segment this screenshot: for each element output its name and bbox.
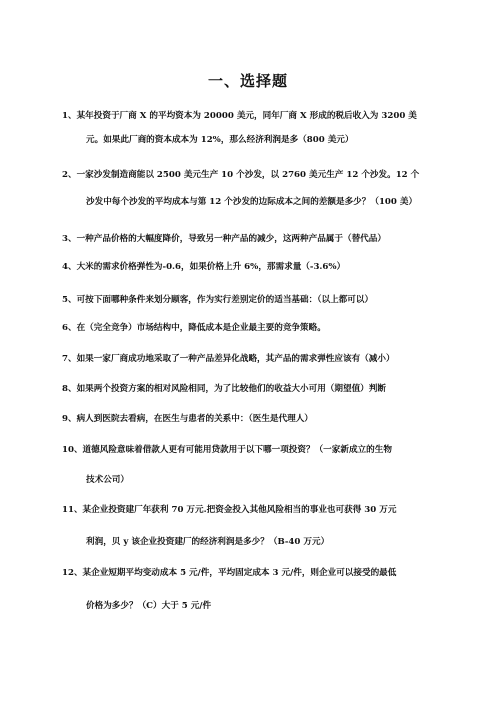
question-2-line-1: 2、一家沙发制造商能以 2500 美元生产 10 个沙发，以 2760 美元生产 12 个沙发。12 个 (62, 170, 420, 180)
question-11-line-1: 11、某企业投资建厂年获利 70 万元.把资金投入其他风险相当的事业也可获得 30 万元 (62, 505, 397, 515)
question-1-line-2: 元。如果此厂商的资本成本为 12%，那么经济利润是多（800 美元） (86, 135, 354, 145)
question-6: 6、在（完全竞争）市场结构中，降低成本是企业最主要的竞争策略。 (62, 323, 326, 333)
question-8: 8、如果两个投资方案的相对风险相同，为了比较他们的收益大小可用（期望值）判断 (62, 384, 386, 394)
question-3: 3、一种产品价格的大幅度降价，导致另一种产品的减少，这两种产品属于（替代品） (62, 234, 386, 244)
question-12-line-1: 12、某企业短期平均变动成本 5 元/件，平均固定成本 3 元/件，则企业可以接受的最低 (62, 568, 397, 578)
question-9: 9、病人到医院去看病，在医生与患者的关系中：（医生是代理人） (62, 414, 313, 424)
question-12-line-2: 价格为多少？（C）大于 5 元/件 (86, 601, 212, 611)
question-5: 5、可按下面哪种条件来划分顾客，作为实行差别定价的适当基础：（以上都可以） (62, 295, 374, 305)
question-4: 4、大米的需求价格弹性为-0.6，如果价格上升 6%，那需求量（-3.6%） (62, 262, 346, 272)
question-1-line-1: 1、某年投资于厂商 X 的平均资本为 20000 美元，同年厂商 X 形成的税后收入为 3200 美 (62, 111, 417, 121)
page-title: 一、选择题 (207, 72, 288, 90)
question-7: 7、如果一家厂商成功地采取了一种产品差异化战略，其产品的需求弹性应该有（减小） (62, 354, 395, 364)
question-11-line-2: 利润，贝 y 该企业投资建厂的经济利润是多少？（B-40 万元） (86, 537, 330, 547)
question-10-line-1: 10、道德风险意味着借款人更有可能用贷款用于以下哪一项投资？（一家新成立的生物 (62, 445, 392, 455)
question-10-line-2: 技术公司） (86, 475, 129, 485)
question-2-line-2: 沙发中每个沙发的平均成本与第 12 个沙发的边际成本之间的差额是多少？（100 美） (86, 197, 418, 207)
